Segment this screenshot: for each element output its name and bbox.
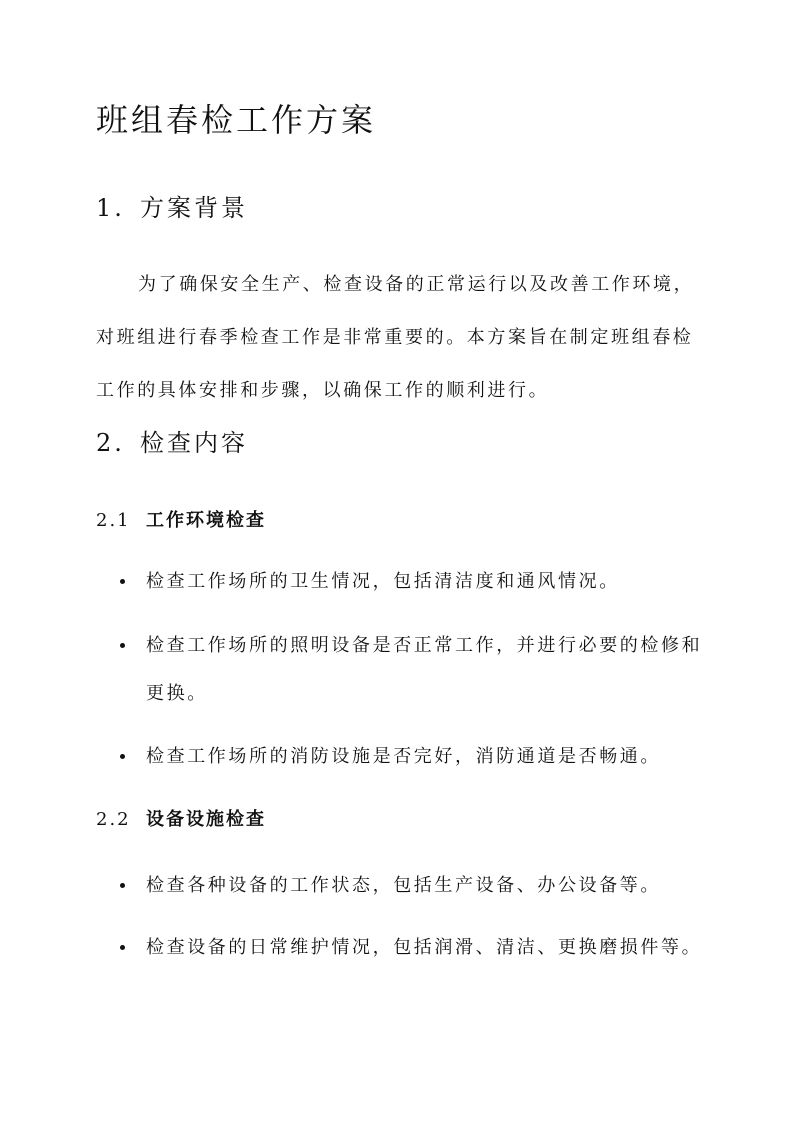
bullet-icon (120, 579, 125, 584)
list-item-text: 检查工作场所的照明设备是否正常工作，并进行必要的检修和更换。 (146, 635, 703, 704)
bullet-icon (120, 643, 125, 648)
subsection-heading-work-environment (96, 507, 266, 535)
subsection-title: 设备设施检查 (146, 809, 266, 830)
list-item (146, 622, 706, 718)
bullet-icon (120, 883, 125, 888)
bullet-icon (120, 754, 125, 759)
list-item-text: 检查各种设备的工作状态，包括生产设备、办公设备等。 (146, 875, 661, 896)
list-item-text: 检查工作场所的卫生情况，包括清洁度和通风情况。 (146, 571, 620, 592)
section-number: 2. (96, 429, 125, 457)
bullet-icon (120, 945, 125, 950)
list-item-text: 检查设备的日常维护情况，包括润滑、清洁、更换磨损件等。 (146, 937, 703, 958)
background-paragraph: 为了确保安全生产、检查设备的正常运行以及改善工作环境，对班组进行春季检查工作是非常重要的。本方案旨在制定班组春检工作的具体安排和步骤，以确保工作的顺利进行。 (96, 274, 695, 401)
list-item-text: 检查工作场所的消防设施是否完好，消防通道是否畅通。 (146, 746, 661, 767)
subsection-title: 工作环境检查 (146, 510, 266, 531)
list-item (146, 733, 706, 781)
section-heading-inspection-content (96, 425, 248, 461)
list-item (146, 924, 706, 972)
section-number: 1. (96, 194, 125, 222)
section-title: 方案背景 (140, 194, 248, 222)
subsection-number: 2.2 (96, 809, 131, 830)
document-title: 班组春检工作方案 (96, 101, 377, 139)
section-heading-background (96, 190, 248, 226)
subsection-heading-equipment (96, 806, 266, 834)
list-item (146, 862, 706, 910)
section-title: 检查内容 (140, 429, 248, 457)
list-item (146, 558, 706, 606)
subsection-number: 2.1 (96, 510, 131, 531)
